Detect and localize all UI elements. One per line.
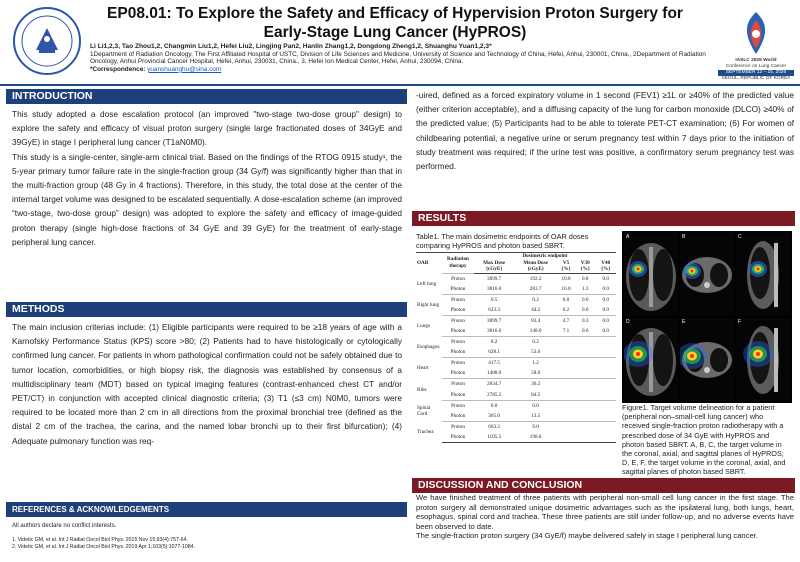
panel-label: F bbox=[738, 319, 742, 325]
table-cell-value: 1.3 bbox=[582, 285, 589, 292]
table-cell-value: 0.0 bbox=[582, 306, 589, 313]
affiliations: 1Department of Radiation Oncology, The First Affiliated Hospital of USTC, Division of Life Sciences and Medicine, University of Science and Technology of China, Hefei, Anhui, 230001, China., 2Department of Radiation Oncology, Anhui Provincial Cancer Hospital, Hefei, Anhui, 230031, China., 3. Hefei Ion Medical Center, Hefei, Anhui, 230094, China. bbox=[90, 50, 706, 66]
table-cell-value bbox=[595, 411, 616, 422]
table-cell-modality: Photon bbox=[450, 391, 466, 398]
table-cell-modality: Proton bbox=[442, 294, 474, 305]
table-cell-modality: Photon bbox=[450, 306, 466, 313]
ct-panel bbox=[680, 318, 735, 401]
header-modality: Radiation therapy bbox=[442, 253, 474, 274]
table-cell-value: 8.2 bbox=[474, 337, 514, 348]
header-v30: V30 (%) bbox=[575, 260, 595, 274]
table-row bbox=[416, 368, 616, 379]
table-cell-value bbox=[557, 347, 575, 358]
reference-2: 2. Videtic GM, et al. Int J Radiat Oncol Biol Phys. 2019 Apr 1;103(5):1077-1084. bbox=[12, 544, 196, 550]
table-cell-value: 0.0 bbox=[602, 328, 609, 335]
table-cell-value: 0.6 bbox=[582, 328, 589, 335]
table-cell-oar: Lungs bbox=[417, 322, 430, 329]
table-cell-value: 10.8 bbox=[557, 273, 575, 284]
table-cell-modality: Photon bbox=[442, 432, 474, 443]
table-cell-modality: Photon bbox=[450, 349, 466, 356]
discussion-heading: DISCUSSION AND CONCLUSION bbox=[412, 478, 795, 493]
table-cell-oar: Right lung bbox=[417, 301, 440, 308]
table-cell-value bbox=[575, 400, 595, 411]
table-cell-value bbox=[557, 337, 575, 348]
methods-continued: -uired, defined as a forced expiratory volume in 1 second (FEV1) ≥1L or ≥40% of the predicted value (either criterion acceptable), and a diffusing capacity of the lung for carbon monoxide (DLCO) ≥40% of the predicted value; (5) Participants had to be able to tolerate PET-CT examination; (6) For women of childbearing potential, a negative urine or serum pregnancy test within 7 days prior to the initiation of study treatment was required; if the urine test was positive, a confirmatory serum pregnancy test was performed. bbox=[416, 90, 794, 172]
table-cell-value: 83.4 bbox=[514, 315, 557, 326]
ct-panel bbox=[624, 233, 679, 316]
oar-dose-table bbox=[416, 252, 616, 443]
references-heading: REFERENCES & ACKNOWLEDGEMENTS bbox=[6, 502, 407, 517]
table-header-row bbox=[416, 253, 616, 260]
table-cell-value bbox=[575, 411, 595, 422]
table-cell-oar: Left lung bbox=[417, 280, 437, 287]
table-cell-modality: Photon bbox=[450, 370, 466, 377]
table-cell-value: 36.2 bbox=[514, 379, 557, 390]
table-cell-value bbox=[575, 432, 595, 443]
panel-label: B bbox=[682, 234, 686, 240]
table-cell-value bbox=[595, 390, 616, 401]
panel-label: E bbox=[682, 319, 686, 325]
table-cell-value: 2834.7 bbox=[474, 379, 514, 390]
table-cell-value bbox=[575, 347, 595, 358]
table-cell-value: 13.5 bbox=[531, 412, 541, 419]
table-cell-value bbox=[557, 358, 575, 369]
table-cell-value: 1408.0 bbox=[487, 370, 502, 377]
table-row bbox=[416, 326, 616, 337]
methods-paragraph-1: The main inclusion criterias include: (1) Eligible participants were required to be ≥18 years of age with a Karnofsky Performance Status (KPS) score >80; (2) Patients had to have histologically or cytologically confirmed lung cancer. For patients in whom pathological confirmation could not be safely obtained due to tumor location, comorbidities, or high biopsy risk, the diagnosis was established by consensus of a multidisciplinary team (MDT) based on typical imaging features (contrast-enhanced chest CT and/or PET/CT) in conjunction with accepted clinical diagnostic criteria; (3) T1 (≤3 cm) N0M0, tumors were required to be located more than 2 cm in all directions from the proximal bronchial tree (defined as the distal 2 cm of the trachea, the carina, and the named lobar bronchi up to their first bifurcation); (4) Adequate pulmonary function was req- bbox=[12, 322, 402, 446]
introduction-paragraph-1: This study adopted a dose escalation protocol (an improved "two-stage two-dose group" design) to explore the safety and efficacy of visual proton surgery (single large fractionated doses of 34GyE and 39GyE) in stage I peripheral lung cancer (T1aN0M0). bbox=[12, 109, 402, 148]
author-names: Li Li1,2,3, Tao Zhou1,2, Changmin Liu1,2, Hefei Liu2, Lingjing Pan2, Hanlin Zhang1,2, Dongdong Zheng1,2, Shuanghu Yuan1,2,3* bbox=[90, 43, 492, 50]
ct-panel bbox=[624, 318, 679, 401]
header-v40: V40 (%) bbox=[595, 260, 616, 274]
ct-scan-image bbox=[624, 233, 679, 316]
introduction-paragraph-2: This study is a single-center, single-arm clinical trial. Based on the findings of the RTOG 0915 study¹, the 5-year primary tumor failure rate in the single-fraction group (34 Gy/f) was significantly higher than that in the multi-fraction group (48 Gy in 4 fractions). Therefore, in this study, the total dose at the center of the internal target volume was designed to be escalated sequentially. A dose-escalation scheme (an improved “two-stage, two-dose group” design) was adopted to explore the safety and efficacy of image-guided proton therapy (single high-dose fractions of 34 GyE and 39 GyE) for the treatment of early-stage peripheral lung cancer. bbox=[12, 151, 402, 247]
table-cell-value: 1105.5 bbox=[474, 432, 514, 443]
table-cell-modality: Proton bbox=[442, 315, 474, 326]
table-cell-value: 1.2 bbox=[514, 358, 557, 369]
table-cell-value: 192.2 bbox=[514, 273, 557, 284]
discussion-paragraph-1: We have finished treatment of three patients with peripheral non-small cell lung cancer in the first stage. The proton surgery all demonstrated unique dosimetric advantages such as the ipsilateral lung, both lungs, heart, esophagus, spinal cord and trachea. These three patients are still under follow-up, and no adverse events have been observed to date. bbox=[416, 493, 794, 531]
table-cell-value bbox=[557, 368, 575, 379]
table-row bbox=[416, 294, 616, 305]
table-cell-value: 0.0 bbox=[474, 400, 514, 411]
table-cell-modality: Proton bbox=[442, 358, 474, 369]
correspondence-label: *Correspondence: bbox=[90, 65, 146, 73]
table-cell-value bbox=[595, 347, 616, 358]
table-cell-modality: Proton bbox=[442, 273, 474, 284]
table-row bbox=[416, 284, 616, 295]
university-logo-icon bbox=[12, 6, 82, 76]
table-cell-value: 0.0 bbox=[514, 400, 557, 411]
table-cell-oar: Heart bbox=[417, 365, 429, 372]
ct-scan-image bbox=[680, 318, 735, 401]
table-cell-oar: Ribs bbox=[417, 386, 427, 393]
table-cell-value: 3816.0 bbox=[487, 328, 502, 335]
panel-label: D bbox=[626, 319, 630, 325]
table-cell-modality: Proton bbox=[442, 337, 474, 348]
poster-title: EP08.01: To Explore the Safety and Efficacy of Hypervision Proton Surgery for Early-Stage Lung Cancer (HyPROS) bbox=[107, 5, 683, 41]
table-cell-value: 0.0 bbox=[557, 294, 575, 305]
conference-dates: SEPTEMBER 12 – 15, 2026 bbox=[718, 70, 794, 76]
ct-scan-image bbox=[736, 318, 791, 401]
table-cell-modality: Proton bbox=[442, 379, 474, 390]
table-cell-modality: Proton bbox=[442, 421, 474, 432]
discussion-body bbox=[416, 493, 794, 541]
table-cell-value bbox=[557, 421, 575, 432]
ct-scan-image bbox=[680, 233, 735, 316]
target-volume-figure bbox=[622, 231, 792, 403]
panel-label: A bbox=[626, 234, 630, 240]
table-cell-modality: Photon bbox=[450, 328, 466, 335]
table-cell-value bbox=[595, 432, 616, 443]
table-row bbox=[416, 347, 616, 358]
ct-scan-image bbox=[624, 318, 679, 401]
table-cell-modality: Photon bbox=[450, 412, 466, 419]
table-cell-value: 53.6 bbox=[531, 349, 541, 356]
table-row bbox=[416, 421, 616, 432]
table-cell-value: 2785.2 bbox=[487, 391, 502, 398]
table-cell-value bbox=[595, 379, 616, 390]
ct-panel bbox=[680, 233, 735, 316]
table-row bbox=[416, 379, 616, 390]
table-cell-value: 198.8 bbox=[514, 432, 557, 443]
table-cell-value bbox=[575, 337, 595, 348]
table-cell-value: 0.2 bbox=[562, 306, 570, 313]
table-cell-value: 0.8 bbox=[575, 273, 595, 284]
conference-name-line1: IASLC 2026 World bbox=[735, 58, 777, 63]
table-row bbox=[416, 305, 616, 316]
results-heading: RESULTS bbox=[412, 211, 795, 226]
table-cell-value bbox=[575, 358, 595, 369]
table-cell-value bbox=[575, 421, 595, 432]
table-cell-value: 0.3 bbox=[575, 315, 595, 326]
table-cell-value bbox=[595, 421, 616, 432]
table-cell-value: 0.0 bbox=[602, 306, 609, 313]
table-cell-modality: Photon bbox=[450, 285, 466, 292]
discussion-paragraph-2: The single-fraction proton surgery (34 GyE/f) maybe delivered safely in stage I peripheral lung cancer. bbox=[416, 531, 758, 541]
poster-header bbox=[0, 0, 800, 88]
header-v5: V5 (%) bbox=[557, 260, 575, 274]
table-cell-value: 4.7 bbox=[557, 315, 575, 326]
introduction-heading: INTRODUCTION bbox=[6, 89, 407, 104]
table-cell-value: 84.5 bbox=[531, 391, 541, 398]
table-cell-value: 16.0 bbox=[561, 285, 571, 292]
table-cell-value: 3816.0 bbox=[487, 285, 502, 292]
figure-caption: Figure1. Target volume delineation for a patient (peripheral non–small-cell lung cancer) who received single-fraction proton radiotherapy with a prescribed dose of 34 GyE with HyPROS and photon based SBRT. A, B, C, the target volume in the coronal, axial, and sagittal planes of HyPROS; D, E, F, the target volume in the coronal, axial, and sagittal planes of photon based SBRT. bbox=[622, 403, 786, 477]
acknowledgement-text: All authors declare no conflict interests. bbox=[12, 523, 117, 529]
table-cell-value: 283.7 bbox=[529, 285, 542, 292]
table-cell-value: 9.0 bbox=[514, 421, 557, 432]
table-cell-value: 7.1 bbox=[562, 328, 570, 335]
conference-logo bbox=[718, 8, 794, 84]
conference-name-line2: Conference on Lung Cancer bbox=[725, 63, 787, 69]
table-row bbox=[416, 432, 616, 443]
table-row bbox=[416, 273, 616, 284]
ct-panel bbox=[736, 318, 791, 401]
table-cell-value bbox=[595, 368, 616, 379]
table-cell-value: 0.2 bbox=[514, 294, 557, 305]
table-cell-value: 0.2 bbox=[514, 337, 557, 348]
header-oar: OAR bbox=[416, 253, 442, 274]
table-cell-value: 0.0 bbox=[595, 294, 616, 305]
table-cell-value: 148.0 bbox=[529, 328, 542, 335]
table-cell-value: 0.0 bbox=[602, 285, 609, 292]
table-cell-value: 0.0 bbox=[595, 273, 616, 284]
table-cell-value bbox=[595, 337, 616, 348]
correspondence-email[interactable]: yuanshuanghu@sina.com bbox=[147, 65, 222, 73]
table-row bbox=[416, 315, 616, 326]
table-row bbox=[416, 337, 616, 348]
table-cell-value bbox=[575, 390, 595, 401]
table-cell-value: 3899.7 bbox=[474, 273, 514, 284]
table-cell-oar: Trachea bbox=[417, 428, 434, 435]
panel-label: C bbox=[738, 234, 742, 240]
references-list bbox=[12, 537, 402, 551]
table-cell-value: 0.0 bbox=[575, 294, 595, 305]
table-cell-value bbox=[595, 400, 616, 411]
table-cell-value: 44.2 bbox=[531, 306, 541, 313]
table-cell-oar: Spinal Cord bbox=[417, 404, 431, 417]
table-row bbox=[416, 400, 616, 411]
conference-location: SEOUL, REPUBLIC OF KOREA bbox=[721, 76, 791, 81]
table-cell-value: 623.3 bbox=[488, 306, 500, 313]
table-cell-value bbox=[557, 432, 575, 443]
methods-heading: METHODS bbox=[6, 302, 407, 317]
table-cell-value: 3899.7 bbox=[474, 315, 514, 326]
author-block bbox=[90, 43, 720, 73]
table-row bbox=[416, 411, 616, 422]
table-body bbox=[416, 273, 616, 443]
table-caption: Table1. The main dosimetric endpoints of OAR doses comparing HyPROS and photon based SBRT. bbox=[416, 232, 589, 250]
table-cell-value bbox=[557, 411, 575, 422]
ct-panel bbox=[736, 233, 791, 316]
table-cell-value bbox=[575, 368, 595, 379]
ct-scan-image bbox=[736, 233, 791, 316]
table-row bbox=[416, 390, 616, 401]
header-dosimetric-endpoint: Dosimetric endpoint bbox=[474, 253, 616, 260]
table-cell-value: 58.0 bbox=[531, 370, 541, 377]
reference-1: 1. Videtic GM, et al. Int J Radiat Oncol Biol Phys. 2015 Nov 15;93(4):757-64. bbox=[12, 537, 188, 543]
header-divider bbox=[0, 84, 800, 86]
table-cell-modality: Proton bbox=[442, 400, 474, 411]
table-row bbox=[416, 358, 616, 369]
table-cell-value bbox=[557, 390, 575, 401]
introduction-body bbox=[12, 107, 402, 249]
table-cell-oar: Esophagus bbox=[417, 344, 440, 351]
header-mean-dose: Mean Dose (cGyE) bbox=[514, 260, 557, 274]
header-max-dose: Max Dose (cGyE) bbox=[474, 260, 514, 274]
table-cell-value: 417.5 bbox=[474, 358, 514, 369]
table-cell-value: 305.0 bbox=[488, 412, 500, 419]
table-cell-value: 628.1 bbox=[488, 349, 500, 356]
table-cell-value bbox=[557, 400, 575, 411]
table-cell-value: 663.2 bbox=[474, 421, 514, 432]
conference-logo-icon bbox=[718, 8, 794, 58]
table-cell-value bbox=[575, 379, 595, 390]
table-cell-value: 0.5 bbox=[474, 294, 514, 305]
table-cell-value bbox=[595, 358, 616, 369]
table-cell-value bbox=[557, 379, 575, 390]
table-cell-value: 0.0 bbox=[595, 315, 616, 326]
